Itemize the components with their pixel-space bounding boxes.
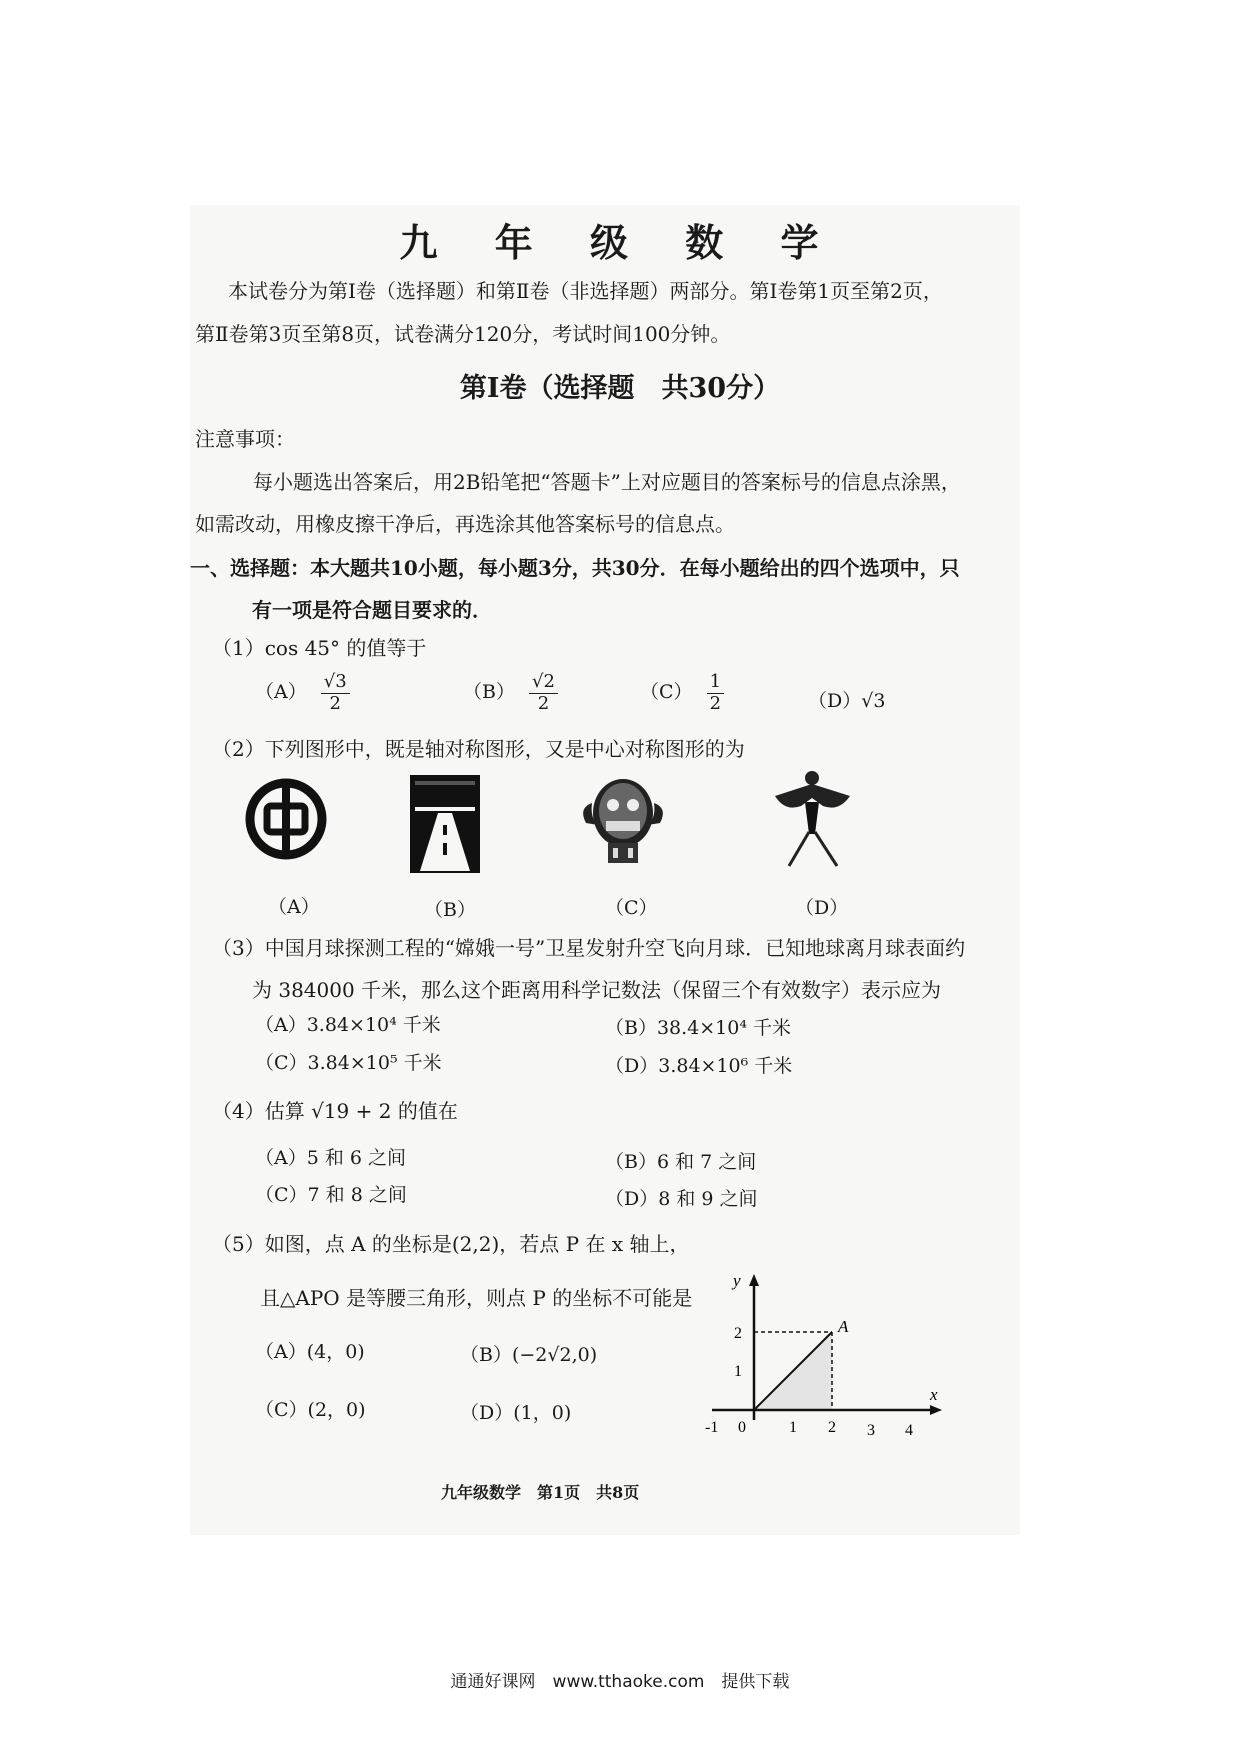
road-sign-dash-2 <box>443 843 447 855</box>
x-axis-label: x <box>930 1385 938 1404</box>
mask-mouth <box>606 821 640 831</box>
mask-right-eye <box>627 799 639 811</box>
q5-line-2: 且△APO 是等腰三角形，则点 P 的坐标不可能是 <box>260 1286 693 1310</box>
q1-option-c <box>640 672 724 714</box>
y-tick-label-2: 2 <box>734 1325 742 1342</box>
q4-option-d: （D）8 和 9 之间 <box>605 1188 758 1210</box>
q5-option-d: （D）(1，0) <box>460 1402 572 1424</box>
figure-label-a: （A） <box>268 896 320 918</box>
q1-a-label: （A） <box>255 681 307 704</box>
part1-line-2: 有一项是符合题目要求的． <box>252 598 492 622</box>
q3-option-a: （A）3.84×10⁴ 千米 <box>255 1014 441 1036</box>
q1-c-den: 2 <box>709 692 722 714</box>
mask-tooth-2 <box>628 848 633 858</box>
q1-option-a <box>255 672 350 714</box>
intro-line-1: 本试卷分为第Ⅰ卷（选择题）和第Ⅱ卷（非选择题）两部分。第Ⅰ卷第1页至第2页， <box>228 279 943 303</box>
q3-option-d: （D）3.84×10⁶ 千米 <box>605 1055 793 1077</box>
q1-b-num: √2 <box>529 672 558 694</box>
y-axis-arrow <box>749 1274 759 1286</box>
figure-c-mask <box>578 773 668 873</box>
x-tick-label-1: 1 <box>789 1419 797 1436</box>
x-tick-label-4: 4 <box>905 1422 913 1439</box>
q1-a-num: √3 <box>321 672 350 694</box>
part1-line-1: 一、选择题：本大题共10小题，每小题3分，共30分．在每小题给出的四个选项中，只 <box>190 556 960 580</box>
q4-option-b: （B）6 和 7 之间 <box>605 1151 757 1173</box>
y-tick-label-1: 1 <box>734 1363 742 1380</box>
q3-line-2: 为 384000 千米，那么这个距离用科学记数法（保留三个有效数字）表示应为 <box>252 978 942 1002</box>
road-sign-top-line <box>415 781 475 785</box>
q2-stem: （2）下列图形中，既是轴对称图形，又是中心对称图形的为 <box>212 737 745 761</box>
q5-line-1: （5）如图，点 A 的坐标是(2,2)，若点 P 在 x 轴上， <box>212 1232 690 1256</box>
figure-label-c: （C） <box>605 897 658 919</box>
notice-line-2: 如需改动，用橡皮擦干净后，再选涂其他答案标号的信息点。 <box>195 512 735 536</box>
road-sign-dash-1 <box>443 825 447 835</box>
figure-label-b: （B） <box>424 899 476 921</box>
q5-option-a: （A）(4，0) <box>255 1341 365 1363</box>
q1-d-value: √3 <box>861 690 886 712</box>
x-axis-arrow <box>930 1405 942 1415</box>
point-a-label: A <box>838 1317 849 1336</box>
q4-stem: （4）估算 √19 + 2 的值在 <box>212 1099 458 1123</box>
q1-option-b <box>463 672 558 714</box>
figure-b-road-sign <box>410 775 480 873</box>
x-tick-label-2: 2 <box>828 1419 836 1436</box>
notice-line-1: 每小题选出答案后，用2B铅笔把“答题卡”上对应题目的答案标号的信息点涂黑， <box>253 470 961 494</box>
q1-c-num: 1 <box>707 672 724 694</box>
footer-page-number: 九年级数学 第1页 共8页 <box>441 1483 640 1502</box>
figure-label-d: （D） <box>795 897 849 919</box>
road-sign-stripe <box>415 807 475 811</box>
q5-option-b: （B）(−2√2,0) <box>460 1344 598 1366</box>
kite-body <box>805 802 819 834</box>
q1-c-fraction <box>707 672 724 714</box>
figure-a-bank-logo <box>245 778 327 860</box>
q1-a-fraction <box>321 672 350 714</box>
kite-head <box>805 771 819 785</box>
section-title: 第Ⅰ卷（选择题 共30分） <box>459 373 781 404</box>
footer-site-credit: 通通好课网 www.tthaoke.com 提供下载 <box>450 1672 790 1692</box>
bank-logo-bar <box>282 786 290 852</box>
mask-tooth-1 <box>613 848 618 858</box>
x-tick-label-neg1: -1 <box>705 1419 719 1436</box>
figure-d-kite <box>765 768 860 873</box>
y-axis-label: y <box>733 1271 741 1290</box>
q1-option-d <box>808 686 885 713</box>
q5-coordinate-graph <box>690 1270 950 1445</box>
q3-line-1: （3）中国月球探测工程的“嫦娥一号”卫星发射升空飞向月球．已知地球离月球表面约 <box>212 936 966 960</box>
q5-option-c: （C）(2，0) <box>255 1399 366 1421</box>
q1-d-label: （D） <box>808 690 862 712</box>
mask-left-eye <box>607 799 619 811</box>
q3-option-c: （C）3.84×10⁵ 千米 <box>255 1052 442 1074</box>
page-title: 九 年 级 数 学 <box>399 220 841 265</box>
origin-label: 0 <box>738 1419 746 1436</box>
kite-right-tail <box>815 832 837 866</box>
q4-option-c: （C）7 和 8 之间 <box>255 1184 407 1206</box>
q4-option-a: （A）5 和 6 之间 <box>255 1147 407 1169</box>
q1-b-label: （B） <box>463 681 515 704</box>
q1-b-fraction <box>529 672 558 714</box>
mask-base <box>608 843 638 863</box>
kite-left-tail <box>789 832 809 866</box>
intro-line-2: 第Ⅱ卷第3页至第8页，试卷满分120分，考试时间100分钟。 <box>195 322 731 346</box>
q1-stem: （1）cos 45° 的值等于 <box>212 636 427 660</box>
x-tick-label-3: 3 <box>867 1422 875 1439</box>
q3-option-b: （B）38.4×10⁴ 千米 <box>605 1017 792 1039</box>
notice-heading: 注意事项： <box>195 427 295 451</box>
q1-a-den: 2 <box>329 692 341 714</box>
q1-c-label: （C） <box>640 681 693 704</box>
q1-b-den: 2 <box>537 692 550 714</box>
